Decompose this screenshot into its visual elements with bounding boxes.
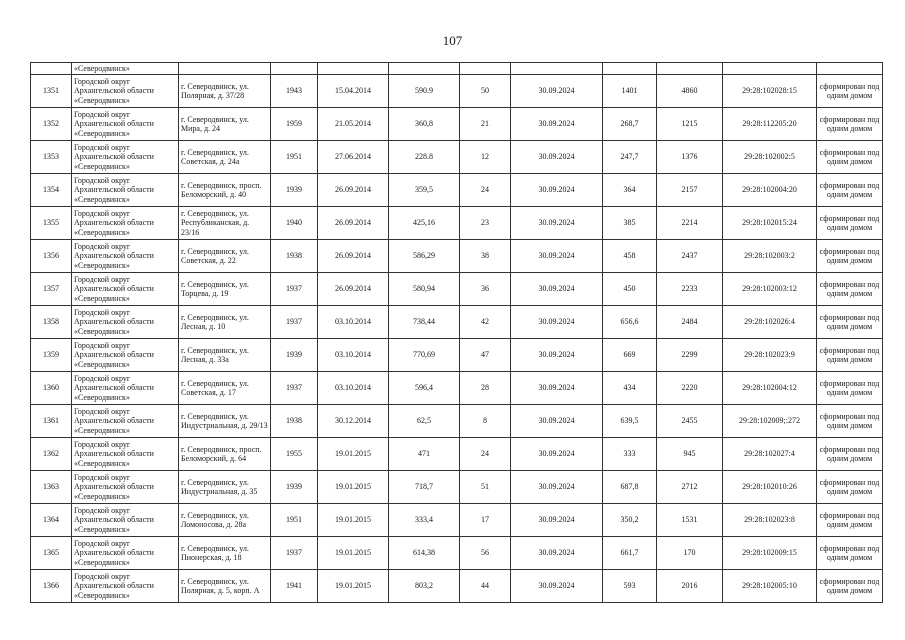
cell-planned-date: 30.09.2024: [511, 141, 603, 174]
cell-area: 360,8: [389, 108, 460, 141]
cell-address: г. Северодвинск, ул. Пионерская, д. 18: [179, 537, 271, 570]
cell-value1: 593: [603, 570, 657, 603]
cell-area: 62,5: [389, 405, 460, 438]
cell-note: сформирован под одним домом: [817, 438, 883, 471]
cell-value1: 687,8: [603, 471, 657, 504]
table-row: [31, 504, 883, 537]
cell-municipality: «Северодвинск»: [72, 63, 179, 75]
cell-residents: 21: [460, 108, 511, 141]
cell-area: 596,4: [389, 372, 460, 405]
cell-value2: 1215: [657, 108, 723, 141]
cell-year: 1939: [271, 471, 318, 504]
cell-planned-date: 30.09.2024: [511, 339, 603, 372]
cell-municipality: Городской округ Архангельской области «Северодвинск»: [72, 75, 179, 108]
cell-year: 1939: [271, 339, 318, 372]
table-row: [31, 108, 883, 141]
cell-cadastral: 29:28:112205:20: [723, 108, 817, 141]
cell-value1: 350,2: [603, 504, 657, 537]
cell-area: 590.9: [389, 75, 460, 108]
cell-cadastral: 29:28:102005:10: [723, 570, 817, 603]
cell-note: сформирован под одним домом: [817, 207, 883, 240]
cell-value1: 450: [603, 273, 657, 306]
cell-value1: 247,7: [603, 141, 657, 174]
cell-value2: 2016: [657, 570, 723, 603]
cell-address: г. Северодвинск, ул. Торцева, д. 19: [179, 273, 271, 306]
cell-date: 21.05.2014: [318, 108, 389, 141]
cell-value1: 333: [603, 438, 657, 471]
cell-municipality: Городской округ Архангельской области «Северодвинск»: [72, 306, 179, 339]
cell-year: 1940: [271, 207, 318, 240]
cell-note: сформирован под одним домом: [817, 504, 883, 537]
cell-value1: 268,7: [603, 108, 657, 141]
cell-value2: 2455: [657, 405, 723, 438]
cell-municipality: Городской округ Архангельской области «Северодвинск»: [72, 438, 179, 471]
cell-cadastral: 29:28:102026:4: [723, 306, 817, 339]
cell-year: 1951: [271, 141, 318, 174]
cell-cadastral: 29:28:102027:4: [723, 438, 817, 471]
cell-note: сформирован под одним домом: [817, 174, 883, 207]
cell-cadastral: 29:28:102028:15: [723, 75, 817, 108]
cell-cadastral: 29:28:102003:2: [723, 240, 817, 273]
table-body: [31, 63, 883, 603]
cell-num: 1355: [31, 207, 72, 240]
cell-address: г. Северодвинск, ул. Ломоносова, д. 28а: [179, 504, 271, 537]
housing-registry-table: [30, 62, 883, 603]
cell-date: 03.10.2014: [318, 306, 389, 339]
cell-address: г. Северодвинск, ул. Полярная, д. 37/28: [179, 75, 271, 108]
cell-value2: 1531: [657, 504, 723, 537]
cell-date: 19.01.2015: [318, 504, 389, 537]
cell-value2: 2712: [657, 471, 723, 504]
cell-address: г. Северодвинск, ул. Советская, д. 17: [179, 372, 271, 405]
cell-num: 1352: [31, 108, 72, 141]
cell-address: г. Северодвинск, ул. Мира, д. 24: [179, 108, 271, 141]
cell-address: [179, 63, 271, 75]
cell-num: 1360: [31, 372, 72, 405]
cell-residents: 36: [460, 273, 511, 306]
cell-date: 30.12.2014: [318, 405, 389, 438]
cell-address: г. Северодвинск, ул. Советская, д. 22: [179, 240, 271, 273]
cell-area: 359,5: [389, 174, 460, 207]
cell-num: [31, 63, 72, 75]
table-row: [31, 339, 883, 372]
cell-num: 1364: [31, 504, 72, 537]
cell-value1: 669: [603, 339, 657, 372]
cell-num: 1353: [31, 141, 72, 174]
cell-cadastral: 29:28:102003:12: [723, 273, 817, 306]
cell-residents: 51: [460, 471, 511, 504]
cell-value2: 2157: [657, 174, 723, 207]
cell-residents: 12: [460, 141, 511, 174]
cell-num: 1351: [31, 75, 72, 108]
cell-municipality: Городской округ Архангельской области «Северодвинск»: [72, 471, 179, 504]
table-row: [31, 207, 883, 240]
cell-planned-date: 30.09.2024: [511, 570, 603, 603]
cell-address: г. Северодвинск, ул. Республиканская, д. 23/16: [179, 207, 271, 240]
cell-note: сформирован под одним домом: [817, 471, 883, 504]
cell-planned-date: 30.09.2024: [511, 207, 603, 240]
cell-note: сформирован под одним домом: [817, 339, 883, 372]
cell-cadastral: 29:28:102023:9: [723, 339, 817, 372]
cell-planned-date: 30.09.2024: [511, 537, 603, 570]
cell-year: 1937: [271, 273, 318, 306]
cell-planned-date: 30.09.2024: [511, 372, 603, 405]
cell-num: 1365: [31, 537, 72, 570]
cell-planned-date: 30.09.2024: [511, 471, 603, 504]
page-number: 107: [442, 33, 463, 48]
cell-date: 26.09.2014: [318, 240, 389, 273]
cell-num: 1359: [31, 339, 72, 372]
cell-year: 1941: [271, 570, 318, 603]
cell-date: 15.04.2014: [318, 75, 389, 108]
cell-note: сформирован под одним домом: [817, 108, 883, 141]
cell-planned-date: 30.09.2024: [511, 273, 603, 306]
cell-date: [318, 63, 389, 75]
cell-year: 1943: [271, 75, 318, 108]
cell-address: г. Северодвинск, ул. Лесная, д. 33а: [179, 339, 271, 372]
cell-planned-date: 30.09.2024: [511, 240, 603, 273]
cell-value1: 364: [603, 174, 657, 207]
cell-municipality: Городской округ Архангельской области «Северодвинск»: [72, 273, 179, 306]
cell-cadastral: 29:28:102015:24: [723, 207, 817, 240]
cell-municipality: Городской округ Архангельской области «Северодвинск»: [72, 372, 179, 405]
cell-value1: 458: [603, 240, 657, 273]
cell-year: 1937: [271, 537, 318, 570]
cell-note: сформирован под одним домом: [817, 570, 883, 603]
table-row: [31, 438, 883, 471]
cell-year: 1955: [271, 438, 318, 471]
cell-value1: 639,5: [603, 405, 657, 438]
cell-value2: 2233: [657, 273, 723, 306]
cell-residents: 44: [460, 570, 511, 603]
table-row: [31, 174, 883, 207]
cell-value2: 2484: [657, 306, 723, 339]
cell-num: 1354: [31, 174, 72, 207]
cell-planned-date: 30.09.2024: [511, 75, 603, 108]
cell-address: г. Северодвинск, просп. Беломорский, д. 64: [179, 438, 271, 471]
cell-cadastral: 29:28:102009:15: [723, 537, 817, 570]
cell-date: 19.01.2015: [318, 438, 389, 471]
cell-area: 586,29: [389, 240, 460, 273]
cell-municipality: Городской округ Архангельской области «Северодвинск»: [72, 240, 179, 273]
cell-residents: 8: [460, 405, 511, 438]
cell-cadastral: 29:28:102023:8: [723, 504, 817, 537]
cell-planned-date: [511, 63, 603, 75]
cell-date: 26.09.2014: [318, 273, 389, 306]
cell-value2: 4860: [657, 75, 723, 108]
cell-note: сформирован под одним домом: [817, 240, 883, 273]
cell-area: 228.8: [389, 141, 460, 174]
cell-area: 614,38: [389, 537, 460, 570]
cell-area: 770,69: [389, 339, 460, 372]
cell-residents: 56: [460, 537, 511, 570]
cell-address: г. Северодвинск, ул. Лесная, д. 10: [179, 306, 271, 339]
cell-year: 1938: [271, 405, 318, 438]
cell-note: сформирован под одним домом: [817, 141, 883, 174]
cell-note: сформирован под одним домом: [817, 405, 883, 438]
cell-cadastral: 29:28:102010:26: [723, 471, 817, 504]
cell-num: 1366: [31, 570, 72, 603]
cell-note: сформирован под одним домом: [817, 75, 883, 108]
cell-date: 19.01.2015: [318, 471, 389, 504]
table-row: [31, 471, 883, 504]
cell-municipality: Городской округ Архангельской области «Северодвинск»: [72, 141, 179, 174]
table-row: [31, 570, 883, 603]
cell-residents: 17: [460, 504, 511, 537]
cell-planned-date: 30.09.2024: [511, 108, 603, 141]
cell-cadastral: [723, 63, 817, 75]
cell-area: 738,44: [389, 306, 460, 339]
cell-cadastral: 29:28:102004:20: [723, 174, 817, 207]
cell-area: 333,4: [389, 504, 460, 537]
cell-note: [817, 63, 883, 75]
cell-value1: 656,6: [603, 306, 657, 339]
table-row: [31, 273, 883, 306]
table-row: [31, 306, 883, 339]
cell-num: 1361: [31, 405, 72, 438]
cell-cadastral: 29:28:102009;:272: [723, 405, 817, 438]
cell-note: сформирован под одним домом: [817, 306, 883, 339]
cell-value2: 945: [657, 438, 723, 471]
cell-municipality: Городской округ Архангельской области «Северодвинск»: [72, 108, 179, 141]
cell-value2: 2220: [657, 372, 723, 405]
cell-municipality: Городской округ Архангельской области «Северодвинск»: [72, 405, 179, 438]
cell-date: 03.10.2014: [318, 372, 389, 405]
cell-area: 718,7: [389, 471, 460, 504]
cell-value1: 1401: [603, 75, 657, 108]
cell-residents: [460, 63, 511, 75]
continuation-row: [31, 63, 883, 75]
table-row: [31, 240, 883, 273]
cell-value1: 661,7: [603, 537, 657, 570]
cell-area: 425,16: [389, 207, 460, 240]
cell-area: 803,2: [389, 570, 460, 603]
cell-planned-date: 30.09.2024: [511, 306, 603, 339]
table-row: [31, 75, 883, 108]
cell-value2: 2437: [657, 240, 723, 273]
cell-value2: [657, 63, 723, 75]
cell-address: г. Северодвинск, просп. Беломорский, д. 40: [179, 174, 271, 207]
cell-value1: [603, 63, 657, 75]
cell-date: 19.01.2015: [318, 537, 389, 570]
cell-area: 471: [389, 438, 460, 471]
cell-residents: 47: [460, 339, 511, 372]
cell-value2: 1376: [657, 141, 723, 174]
cell-address: г. Северодвинск, ул. Индустриальная, д. 29/13: [179, 405, 271, 438]
cell-year: 1937: [271, 372, 318, 405]
cell-num: 1363: [31, 471, 72, 504]
cell-residents: 23: [460, 207, 511, 240]
cell-planned-date: 30.09.2024: [511, 174, 603, 207]
table-row: [31, 405, 883, 438]
cell-date: 27.06.2014: [318, 141, 389, 174]
cell-municipality: Городской округ Архангельской области «Северодвинск»: [72, 174, 179, 207]
cell-residents: 42: [460, 306, 511, 339]
cell-date: 19.01.2015: [318, 570, 389, 603]
cell-planned-date: 30.09.2024: [511, 504, 603, 537]
cell-num: 1358: [31, 306, 72, 339]
cell-year: 1959: [271, 108, 318, 141]
cell-value2: 170: [657, 537, 723, 570]
cell-residents: 24: [460, 438, 511, 471]
cell-address: г. Северодвинск, ул. Полярная, д. 5, корп. А: [179, 570, 271, 603]
cell-residents: 28: [460, 372, 511, 405]
cell-cadastral: 29:28:102002:5: [723, 141, 817, 174]
cell-year: [271, 63, 318, 75]
cell-planned-date: 30.09.2024: [511, 405, 603, 438]
cell-date: 03.10.2014: [318, 339, 389, 372]
cell-year: 1937: [271, 306, 318, 339]
cell-residents: 50: [460, 75, 511, 108]
cell-cadastral: 29:28:102004:12: [723, 372, 817, 405]
cell-residents: 38: [460, 240, 511, 273]
cell-num: 1356: [31, 240, 72, 273]
cell-address: г. Северодвинск, ул. Советская, д. 24а: [179, 141, 271, 174]
cell-note: сформирован под одним домом: [817, 372, 883, 405]
cell-value1: 385: [603, 207, 657, 240]
cell-year: 1939: [271, 174, 318, 207]
cell-municipality: Городской округ Архангельской области «Северодвинск»: [72, 570, 179, 603]
cell-note: сформирован под одним домом: [817, 273, 883, 306]
cell-address: г. Северодвинск, ул. Индустриальная, д. 35: [179, 471, 271, 504]
cell-num: 1362: [31, 438, 72, 471]
cell-year: 1951: [271, 504, 318, 537]
cell-value2: 2299: [657, 339, 723, 372]
cell-municipality: Городской округ Архангельской области «Северодвинск»: [72, 537, 179, 570]
cell-value1: 434: [603, 372, 657, 405]
cell-area: 580,94: [389, 273, 460, 306]
cell-value2: 2214: [657, 207, 723, 240]
table-row: [31, 372, 883, 405]
cell-municipality: Городской округ Архангельской области «Северодвинск»: [72, 339, 179, 372]
cell-residents: 24: [460, 174, 511, 207]
cell-date: 26.09.2014: [318, 207, 389, 240]
cell-num: 1357: [31, 273, 72, 306]
cell-date: 26.09.2014: [318, 174, 389, 207]
cell-planned-date: 30.09.2024: [511, 438, 603, 471]
cell-municipality: Городской округ Архангельской области «Северодвинск»: [72, 504, 179, 537]
cell-year: 1938: [271, 240, 318, 273]
table-row: [31, 537, 883, 570]
cell-municipality: Городской округ Архангельской области «Северодвинск»: [72, 207, 179, 240]
cell-area: [389, 63, 460, 75]
table-row: [31, 141, 883, 174]
cell-note: сформирован под одним домом: [817, 537, 883, 570]
